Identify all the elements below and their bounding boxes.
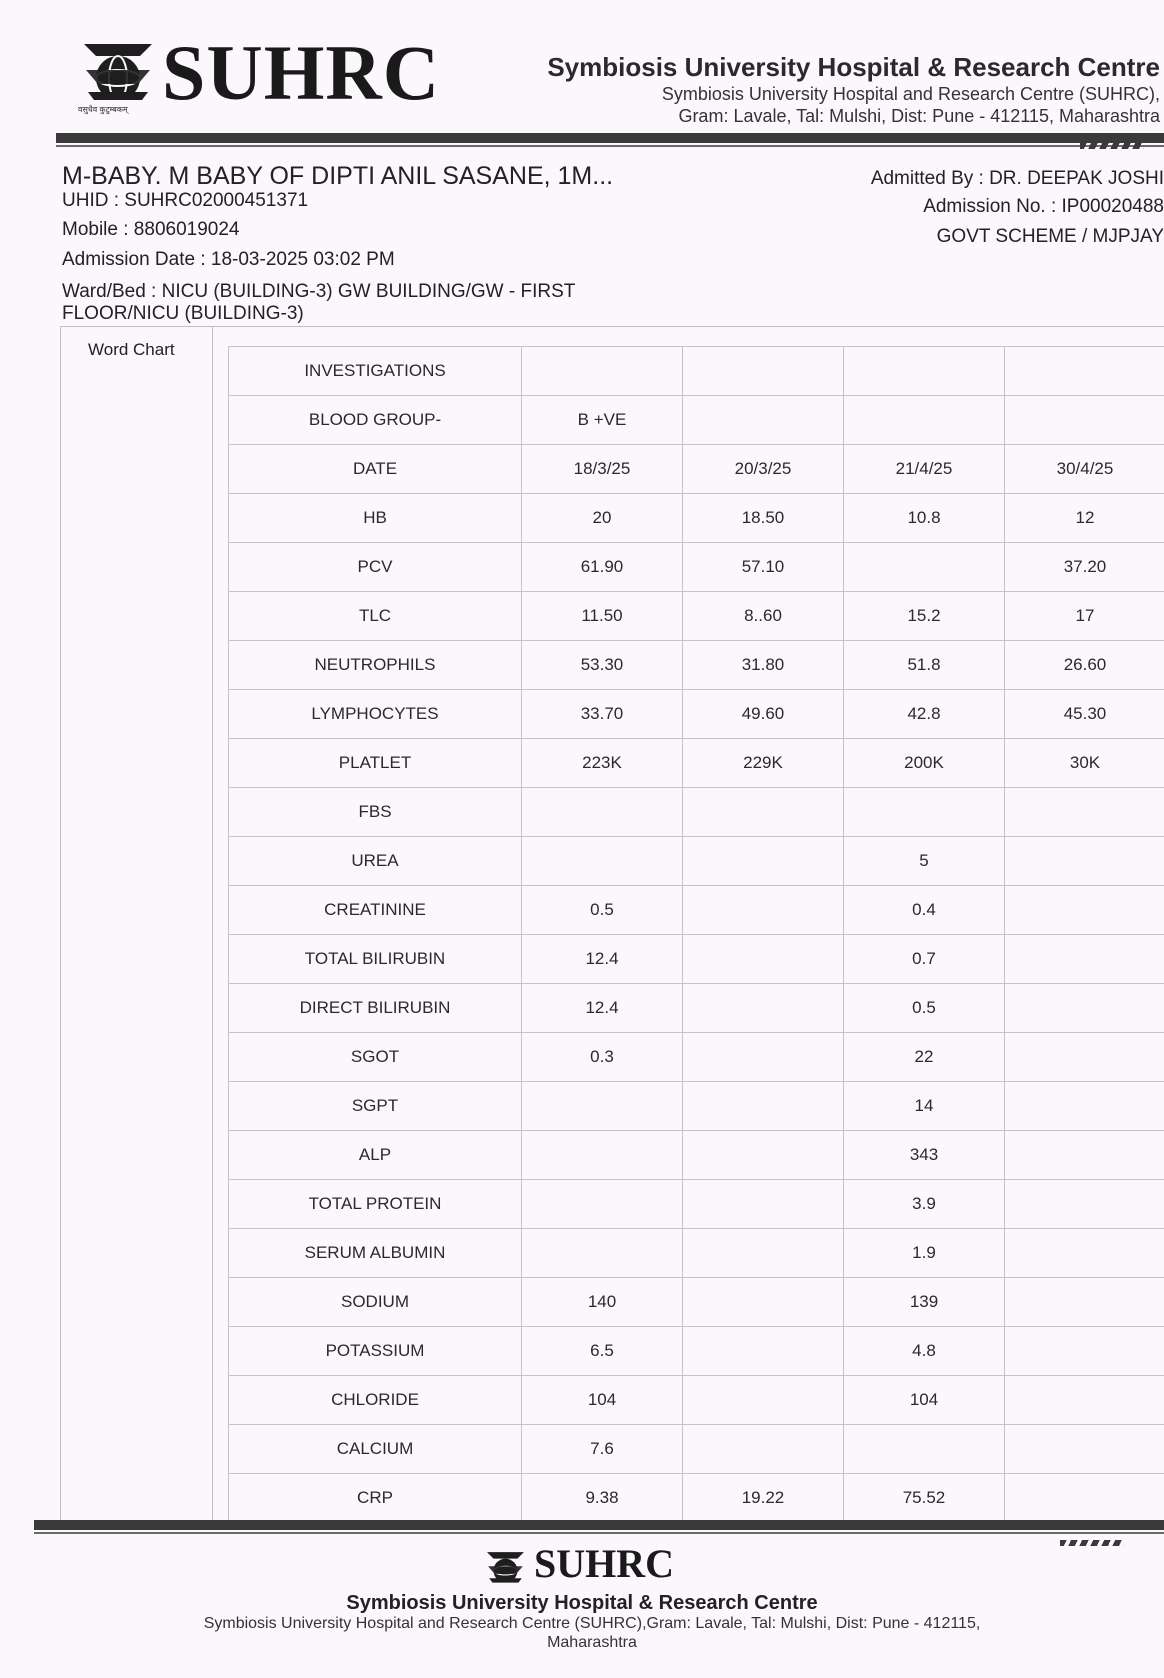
result-value-cell: 15.2 <box>844 592 1005 641</box>
table-row <box>229 592 1164 641</box>
result-value-cell <box>683 886 844 935</box>
table-row <box>229 347 1164 396</box>
result-value-cell: 51.8 <box>844 641 1005 690</box>
result-value-cell <box>683 1327 844 1376</box>
result-value-cell: 12.4 <box>522 984 683 1033</box>
result-value-cell <box>683 837 844 886</box>
result-value-cell <box>522 1229 683 1278</box>
table-row <box>229 837 1164 886</box>
result-value-cell <box>522 788 683 837</box>
footer-address-line-1: Symbiosis University Hospital and Research Centre (SUHRC),Gram: Lavale, Tal: Mulshi, Dist: Pune - 412115, <box>203 1615 981 1632</box>
investigation-name-cell: DATE <box>229 445 522 494</box>
header-divider-thin <box>56 145 1164 147</box>
result-value-cell: 4.8 <box>844 1327 1005 1376</box>
result-value-cell: 18/3/25 <box>522 445 683 494</box>
result-value-cell: 8..60 <box>683 592 844 641</box>
result-value-cell: 20 <box>522 494 683 543</box>
result-value-cell <box>683 347 844 396</box>
investigation-name-cell: PLATLET <box>229 739 522 788</box>
result-value-cell: 0.3 <box>522 1033 683 1082</box>
result-value-cell: 37.20 <box>1005 543 1164 592</box>
result-value-cell: 22 <box>844 1033 1005 1082</box>
result-value-cell: 57.10 <box>683 543 844 592</box>
result-value-cell <box>522 1180 683 1229</box>
result-value-cell <box>1005 788 1164 837</box>
investigation-name-cell: UREA <box>229 837 522 886</box>
footer-address <box>62 1614 1122 1652</box>
footer-logo-wordmark: SUHRC <box>534 1541 675 1586</box>
investigation-name-cell: CREATININE <box>229 886 522 935</box>
result-value-cell: 61.90 <box>522 543 683 592</box>
table-row <box>229 984 1164 1033</box>
result-value-cell: 139 <box>844 1278 1005 1327</box>
result-value-cell: 104 <box>844 1376 1005 1425</box>
admission-date: Admission Date : 18-03-2025 03:02 PM <box>62 249 395 270</box>
result-value-cell: 200K <box>844 739 1005 788</box>
result-value-cell <box>683 1425 844 1474</box>
result-value-cell <box>683 935 844 984</box>
result-value-cell <box>522 837 683 886</box>
ward-bed-line-2: FLOOR/NICU (BUILDING-3) <box>62 303 304 324</box>
result-value-cell: 53.30 <box>522 641 683 690</box>
result-value-cell: 20/3/25 <box>683 445 844 494</box>
investigation-name-cell: TOTAL PROTEIN <box>229 1180 522 1229</box>
table-row <box>229 1229 1164 1278</box>
hospital-address-line-2: Gram: Lavale, Tal: Mulshi, Dist: Pune - 412115, Maharashtra <box>678 106 1160 126</box>
investigation-name-cell: HB <box>229 494 522 543</box>
result-value-cell: 7.6 <box>522 1425 683 1474</box>
hospital-name: Symbiosis University Hospital & Research Centre <box>547 52 1160 82</box>
result-value-cell <box>683 1180 844 1229</box>
result-value-cell: 12 <box>1005 494 1164 543</box>
admission-number: Admission No. : IP00020488 <box>923 196 1164 217</box>
table-row <box>229 1425 1164 1474</box>
result-value-cell: 18.50 <box>683 494 844 543</box>
result-value-cell: 0.4 <box>844 886 1005 935</box>
table-row <box>229 739 1164 788</box>
logo-wordmark: SUHRC <box>162 29 441 116</box>
result-value-cell: 14 <box>844 1082 1005 1131</box>
table-row <box>229 1376 1164 1425</box>
patient-mobile: Mobile : 8806019024 <box>62 219 240 240</box>
result-value-cell: 3.9 <box>844 1180 1005 1229</box>
investigation-name-cell: LYMPHOCYTES <box>229 690 522 739</box>
table-row <box>229 690 1164 739</box>
patient-name: M-BABY. M BABY OF DIPTI ANIL SASANE, 1M... <box>62 162 614 190</box>
table-row <box>229 1180 1164 1229</box>
table-row <box>229 788 1164 837</box>
table-row <box>229 1082 1164 1131</box>
table-row <box>229 1474 1164 1523</box>
footer-address-line-2: Maharashtra <box>547 1634 637 1651</box>
result-value-cell: 45.30 <box>1005 690 1164 739</box>
result-value-cell: 17 <box>1005 592 1164 641</box>
result-value-cell <box>683 788 844 837</box>
payment-scheme: GOVT SCHEME / MJPJAY <box>936 226 1164 247</box>
result-value-cell <box>844 788 1005 837</box>
result-value-cell: 31.80 <box>683 641 844 690</box>
result-value-cell: 0.7 <box>844 935 1005 984</box>
header-divider <box>56 133 1164 143</box>
result-value-cell: 30K <box>1005 739 1164 788</box>
table-row <box>229 396 1164 445</box>
result-value-cell: 33.70 <box>522 690 683 739</box>
result-value-cell: 5 <box>844 837 1005 886</box>
table-row <box>229 445 1164 494</box>
investigation-name-cell: PCV <box>229 543 522 592</box>
result-value-cell: 30/4/25 <box>1005 445 1164 494</box>
table-row <box>229 1131 1164 1180</box>
result-value-cell <box>1005 935 1164 984</box>
result-value-cell <box>1005 1131 1164 1180</box>
result-value-cell <box>683 1033 844 1082</box>
logo-tagline: वसुधैव कुटुम्बकम् <box>78 105 128 114</box>
investigation-name-cell: CALCIUM <box>229 1425 522 1474</box>
result-value-cell <box>522 1082 683 1131</box>
result-value-cell <box>1005 837 1164 886</box>
ward-bed-line-1: Ward/Bed : NICU (BUILDING-3) GW BUILDING/GW - FIRST <box>62 281 576 302</box>
result-value-cell: 75.52 <box>844 1474 1005 1523</box>
result-value-cell <box>1005 1376 1164 1425</box>
result-value-cell: 343 <box>844 1131 1005 1180</box>
result-value-cell: 9.38 <box>522 1474 683 1523</box>
investigation-name-cell: INVESTIGATIONS <box>229 347 522 396</box>
result-value-cell <box>1005 984 1164 1033</box>
result-value-cell <box>844 347 1005 396</box>
table-row <box>229 641 1164 690</box>
result-value-cell <box>844 543 1005 592</box>
hospital-address-line-1: Symbiosis University Hospital and Research Centre (SUHRC), <box>661 84 1160 104</box>
result-value-cell <box>683 1082 844 1131</box>
result-value-cell <box>1005 1474 1164 1523</box>
result-value-cell: 6.5 <box>522 1327 683 1376</box>
investigation-name-cell: SGPT <box>229 1082 522 1131</box>
result-value-cell <box>1005 1229 1164 1278</box>
table-row <box>229 1327 1164 1376</box>
hospital-header <box>505 52 1160 127</box>
footer-hospital-name: Symbiosis University Hospital & Research Centre <box>346 1592 818 1614</box>
result-value-cell <box>844 1425 1005 1474</box>
table-row <box>229 935 1164 984</box>
investigation-name-cell: TLC <box>229 592 522 641</box>
result-value-cell: 140 <box>522 1278 683 1327</box>
investigation-name-cell: ALP <box>229 1131 522 1180</box>
result-value-cell: 21/4/25 <box>844 445 1005 494</box>
footer-stripes <box>1060 1540 1124 1546</box>
investigation-name-cell: POTASSIUM <box>229 1327 522 1376</box>
patient-uhid: UHID : SUHRC02000451371 <box>62 190 309 211</box>
word-chart-label: Word Chart <box>88 340 175 359</box>
result-value-cell: 0.5 <box>522 886 683 935</box>
table-row <box>229 1033 1164 1082</box>
footer-logo <box>482 1541 722 1594</box>
table-row <box>229 543 1164 592</box>
result-value-cell: 1.9 <box>844 1229 1005 1278</box>
result-value-cell <box>1005 1425 1164 1474</box>
result-value-cell <box>683 1376 844 1425</box>
result-value-cell <box>1005 347 1164 396</box>
globe-emblem-icon <box>78 40 160 110</box>
result-value-cell <box>844 396 1005 445</box>
investigation-name-cell: SERUM ALBUMIN <box>229 1229 522 1278</box>
result-value-cell <box>1005 1327 1164 1376</box>
investigation-name-cell: SGOT <box>229 1033 522 1082</box>
result-value-cell: 19.22 <box>683 1474 844 1523</box>
investigation-name-cell: FBS <box>229 788 522 837</box>
result-value-cell <box>683 1131 844 1180</box>
result-value-cell: 223K <box>522 739 683 788</box>
result-value-cell: 49.60 <box>683 690 844 739</box>
investigation-name-cell: CHLORIDE <box>229 1376 522 1425</box>
result-value-cell: 11.50 <box>522 592 683 641</box>
investigation-name-cell: TOTAL BILIRUBIN <box>229 935 522 984</box>
result-value-cell <box>522 347 683 396</box>
result-value-cell <box>1005 1033 1164 1082</box>
investigation-name-cell: SODIUM <box>229 1278 522 1327</box>
investigation-name-cell: CRP <box>229 1474 522 1523</box>
result-value-cell <box>683 984 844 1033</box>
result-value-cell: 26.60 <box>1005 641 1164 690</box>
result-value-cell: 10.8 <box>844 494 1005 543</box>
result-value-cell: 0.5 <box>844 984 1005 1033</box>
admitted-by: Admitted By : DR. DEEPAK JOSHI <box>870 168 1164 189</box>
result-value-cell: 12.4 <box>522 935 683 984</box>
result-value-cell: B +VE <box>522 396 683 445</box>
result-value-cell: 42.8 <box>844 690 1005 739</box>
result-value-cell <box>683 396 844 445</box>
table-row <box>229 886 1164 935</box>
investigation-name-cell: NEUTROPHILS <box>229 641 522 690</box>
table-row <box>229 1278 1164 1327</box>
result-value-cell <box>522 1131 683 1180</box>
result-value-cell <box>683 1229 844 1278</box>
result-value-cell <box>1005 1082 1164 1131</box>
result-value-cell <box>1005 1278 1164 1327</box>
investigation-name-cell: BLOOD GROUP- <box>229 396 522 445</box>
word-chart-divider <box>212 326 213 1522</box>
result-value-cell: 104 <box>522 1376 683 1425</box>
footer-divider-thin <box>34 1532 1164 1534</box>
investigation-name-cell: DIRECT BILIRUBIN <box>229 984 522 1033</box>
result-value-cell <box>1005 886 1164 935</box>
result-value-cell <box>683 1278 844 1327</box>
footer-globe-emblem-icon <box>482 1550 530 1588</box>
investigations-table <box>228 346 1164 1523</box>
footer-divider <box>34 1520 1164 1530</box>
result-value-cell <box>1005 1180 1164 1229</box>
suhrc-logo <box>78 29 468 120</box>
header-stripes <box>1080 143 1144 149</box>
table-row <box>229 494 1164 543</box>
result-value-cell <box>1005 396 1164 445</box>
result-value-cell: 229K <box>683 739 844 788</box>
